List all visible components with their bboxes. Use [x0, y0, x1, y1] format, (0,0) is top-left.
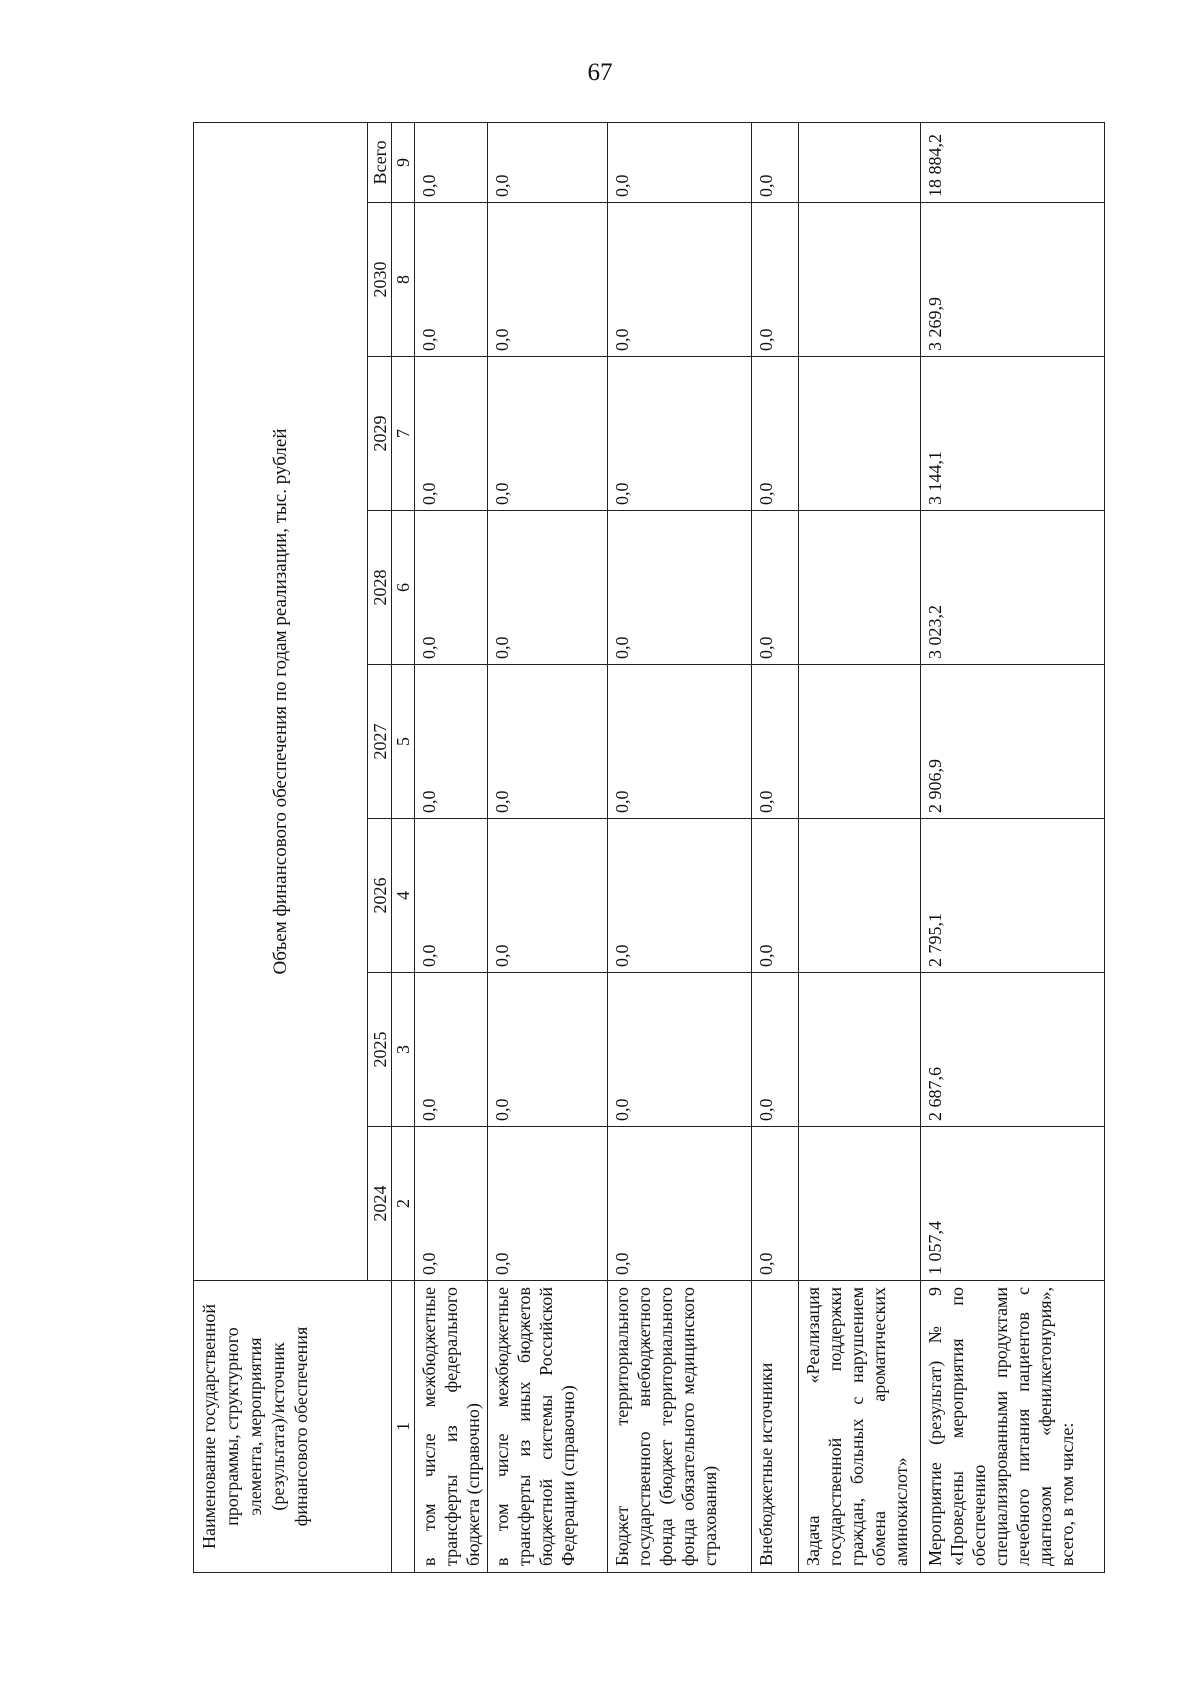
column-number: 4: [392, 819, 415, 973]
value-cell: 0,0: [752, 511, 799, 665]
value-cell: 3 269,9: [921, 203, 1105, 357]
row-label: Задача «Реализация государственной поддержки граждан, больных с нарушением обмена ароматических аминокислот»: [799, 1281, 921, 1573]
header-name-cell: [194, 1281, 392, 1573]
page-number: 67: [587, 59, 613, 86]
value-cell: 0,0: [752, 819, 799, 973]
value-cell: 0,0: [415, 819, 488, 973]
value-cell: [799, 511, 921, 665]
value-cell: 0,0: [488, 203, 608, 357]
value-cell: 0,0: [608, 1127, 752, 1281]
value-cell: 0,0: [488, 665, 608, 819]
column-number: 5: [392, 665, 415, 819]
value-cell: 0,0: [752, 1127, 799, 1281]
table-row: [488, 122, 608, 1572]
column-number: 6: [392, 511, 415, 665]
table-row: [752, 122, 799, 1572]
value-cell: 0,0: [752, 973, 799, 1127]
value-cell: [799, 357, 921, 511]
value-cell: 0,0: [488, 357, 608, 511]
total-cell: [799, 122, 921, 202]
value-cell: [799, 203, 921, 357]
value-cell: 0,0: [415, 511, 488, 665]
year-header: 2027: [368, 665, 392, 819]
value-cell: 3 144,1: [921, 357, 1105, 511]
table-row: [608, 122, 752, 1572]
year-header: 2025: [368, 973, 392, 1127]
value-cell: 3 023,2: [921, 511, 1105, 665]
header-volume-cell: [194, 122, 368, 1280]
value-cell: 1 057,4: [921, 1127, 1105, 1281]
value-cell: 0,0: [488, 1127, 608, 1281]
total-cell: 18 884,2: [921, 122, 1105, 202]
column-number: 9: [392, 122, 415, 202]
column-number: 3: [392, 973, 415, 1127]
value-cell: 0,0: [608, 973, 752, 1127]
column-number: 1: [392, 1281, 415, 1573]
year-header: 2024: [368, 1127, 392, 1281]
row-label: Внебюджетные источники: [752, 1281, 799, 1573]
value-cell: 0,0: [415, 665, 488, 819]
column-number: 2: [392, 1127, 415, 1281]
value-cell: 0,0: [415, 1127, 488, 1281]
header-name-text: Наименование государственной программы, структурного элемента, мероприятия (результата)/источник финансового обеспечения: [199, 1304, 311, 1549]
value-cell: 0,0: [488, 819, 608, 973]
year-header: 2029: [368, 357, 392, 511]
table-frame: [193, 123, 1101, 1573]
table-row: [921, 122, 1105, 1572]
table-row: [799, 122, 921, 1572]
value-cell: [799, 973, 921, 1127]
value-cell: 0,0: [488, 973, 608, 1127]
value-cell: 2 687,6: [921, 973, 1105, 1127]
row-label: Бюджет территориального государственного внебюджетного фонда (бюджет территориального фонда обязательного медицинского страхования): [608, 1281, 752, 1573]
total-header: Всего: [368, 122, 392, 202]
year-header: 2028: [368, 511, 392, 665]
value-cell: 0,0: [608, 511, 752, 665]
value-cell: 2 795,1: [921, 819, 1105, 973]
row-label: Мероприятие (результат) № 9 «Проведены мероприятия по обеспечению специализированными продуктами лечебного питания пациентов с диагнозом «фенилкетонурия», всего, в том числе:: [921, 1281, 1105, 1573]
value-cell: 0,0: [608, 665, 752, 819]
value-cell: 0,0: [752, 357, 799, 511]
value-cell: 0,0: [608, 357, 752, 511]
total-cell: 0,0: [488, 122, 608, 202]
value-cell: 0,0: [752, 665, 799, 819]
financing-table: [193, 122, 1105, 1573]
value-cell: 0,0: [608, 819, 752, 973]
value-cell: [799, 665, 921, 819]
value-cell: 0,0: [608, 203, 752, 357]
total-cell: 0,0: [608, 122, 752, 202]
row-label: в том числе межбюджетные трансферты из федерального бюджета (справочно): [415, 1281, 488, 1573]
row-label: в том числе межбюджетные трансферты из иных бюджетов бюджетной системы Российской Федерации (справочно): [488, 1281, 608, 1573]
value-cell: [799, 1127, 921, 1281]
value-cell: 0,0: [415, 357, 488, 511]
value-cell: [799, 819, 921, 973]
year-header: 2026: [368, 819, 392, 973]
value-cell: 2 906,9: [921, 665, 1105, 819]
total-cell: 0,0: [752, 122, 799, 202]
table-row: [415, 122, 488, 1572]
column-number: 7: [392, 357, 415, 511]
value-cell: 0,0: [488, 511, 608, 665]
year-header: 2030: [368, 203, 392, 357]
header-volume-text: Объем финансового обеспечения по годам реализации, тыс. рублей: [269, 428, 291, 975]
column-number: 8: [392, 203, 415, 357]
value-cell: 0,0: [415, 203, 488, 357]
value-cell: 0,0: [752, 203, 799, 357]
value-cell: 0,0: [415, 973, 488, 1127]
total-cell: 0,0: [415, 122, 488, 202]
